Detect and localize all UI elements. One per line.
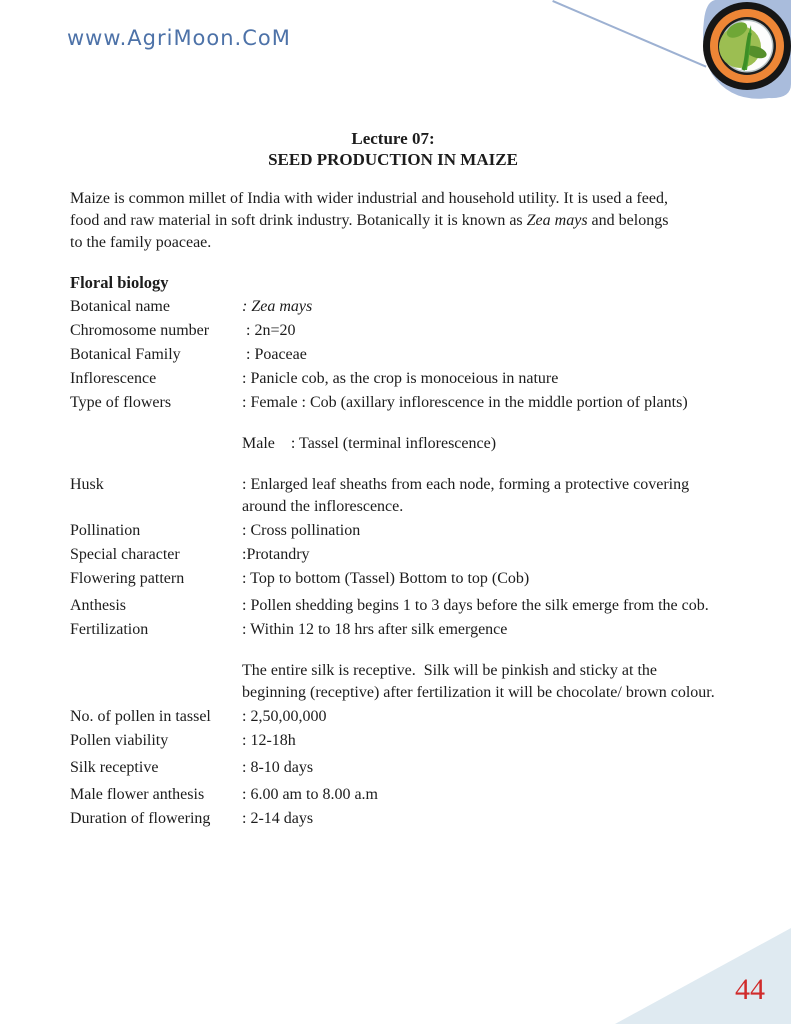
def-row: [70, 320, 716, 342]
page-title: [70, 128, 716, 170]
def-row: [70, 757, 716, 779]
def-row: [70, 706, 716, 728]
def-value: : Top to bottom (Tassel) Bottom to top (Cob): [242, 570, 530, 587]
def-row: [70, 568, 716, 590]
def-label: No. of pollen in tassel: [70, 708, 211, 725]
def-value: : Zea mays: [242, 298, 313, 315]
def-value: :Protandry: [242, 546, 310, 563]
def-row: [70, 784, 716, 806]
def-value: : Cross pollination: [242, 522, 361, 539]
document-body: [70, 128, 716, 830]
def-label: Type of flowers: [70, 394, 172, 411]
def-row: [70, 392, 716, 414]
def-row: [70, 619, 716, 641]
intro-paragraph: [70, 188, 716, 254]
def-label: Pollination: [70, 522, 141, 539]
def-row: [70, 544, 716, 566]
def-value: : Within 12 to 18 hrs after silk emergence: [242, 621, 508, 638]
def-row: [70, 595, 716, 617]
def-value: : 8-10 days: [242, 759, 314, 776]
floral-biology-list: [70, 296, 716, 830]
def-label: Anthesis: [70, 597, 126, 614]
def-label: Chromosome number: [70, 322, 210, 339]
def-row: [70, 474, 716, 518]
def-value: : Female : Cob (axillary inflorescence in the middle portion of plants): [242, 394, 688, 411]
def-label: Fertilization: [70, 621, 149, 638]
def-label: Pollen viability: [70, 732, 169, 749]
def-row: [70, 730, 716, 752]
def-value: : Pollen shedding begins 1 to 3 days before the silk emerge from the cob.: [242, 597, 709, 614]
def-row: [70, 520, 716, 542]
def-row: [70, 660, 716, 704]
def-value: : Panicle cob, as the crop is monoceious in nature: [242, 370, 559, 387]
def-value: Male : Tassel (terminal inflorescence): [242, 435, 497, 452]
def-value: : 2n=20: [242, 322, 296, 339]
agrimoon-logo-svg: [699, 0, 791, 100]
def-value: The entire silk is receptive. Silk will be pinkish and sticky at the beginning (receptive) after fertilization it will be chocolate/ brown colour.: [242, 662, 715, 701]
page-number: 44: [735, 973, 765, 1006]
intro-line-3: to the family poaceae.: [70, 234, 212, 251]
def-label: Duration of flowering: [70, 810, 211, 827]
def-row: [70, 344, 716, 366]
def-row: [70, 433, 716, 455]
lecture-title: SEED PRODUCTION IN MAIZE: [268, 150, 518, 169]
def-label: Male flower anthesis: [70, 786, 205, 803]
def-label: Husk: [70, 476, 104, 493]
def-row: [70, 808, 716, 830]
def-value: : Poaceae: [242, 346, 307, 363]
def-label: [70, 433, 242, 455]
def-label: Botanical Family: [70, 346, 181, 363]
def-label: Botanical name: [70, 298, 170, 315]
def-label: [70, 660, 242, 704]
def-value: : 2,50,00,000: [242, 708, 327, 725]
def-label: Flowering pattern: [70, 570, 185, 587]
botanical-name-italic: Zea mays: [526, 212, 588, 229]
agrimoon-logo-icon: [699, 0, 791, 100]
def-label: Inflorescence: [70, 370, 157, 387]
site-url-link[interactable]: www.AgriMoon.CoM: [67, 26, 291, 50]
def-label: Silk receptive: [70, 759, 159, 776]
def-value: : 2-14 days: [242, 810, 314, 827]
intro-line-1: Maize is common millet of India with wider industrial and household utility. It is used a feed,: [70, 190, 668, 207]
section-heading: Floral biology: [70, 273, 169, 292]
def-value: : Enlarged leaf sheaths from each node, forming a protective covering around the inflorescence.: [242, 476, 694, 515]
def-row: [70, 368, 716, 390]
lecture-number: Lecture 07:: [351, 129, 435, 148]
diagonal-accent-line: [552, 0, 706, 68]
def-row: [70, 296, 716, 318]
def-value: : 6.00 am to 8.00 a.m: [242, 786, 378, 803]
def-value: : 12-18h: [242, 732, 296, 749]
intro-line-2: food and raw material in soft drink industry. Botanically it is known as Zea mays and belongs: [70, 212, 669, 229]
def-label: Special character: [70, 546, 180, 563]
